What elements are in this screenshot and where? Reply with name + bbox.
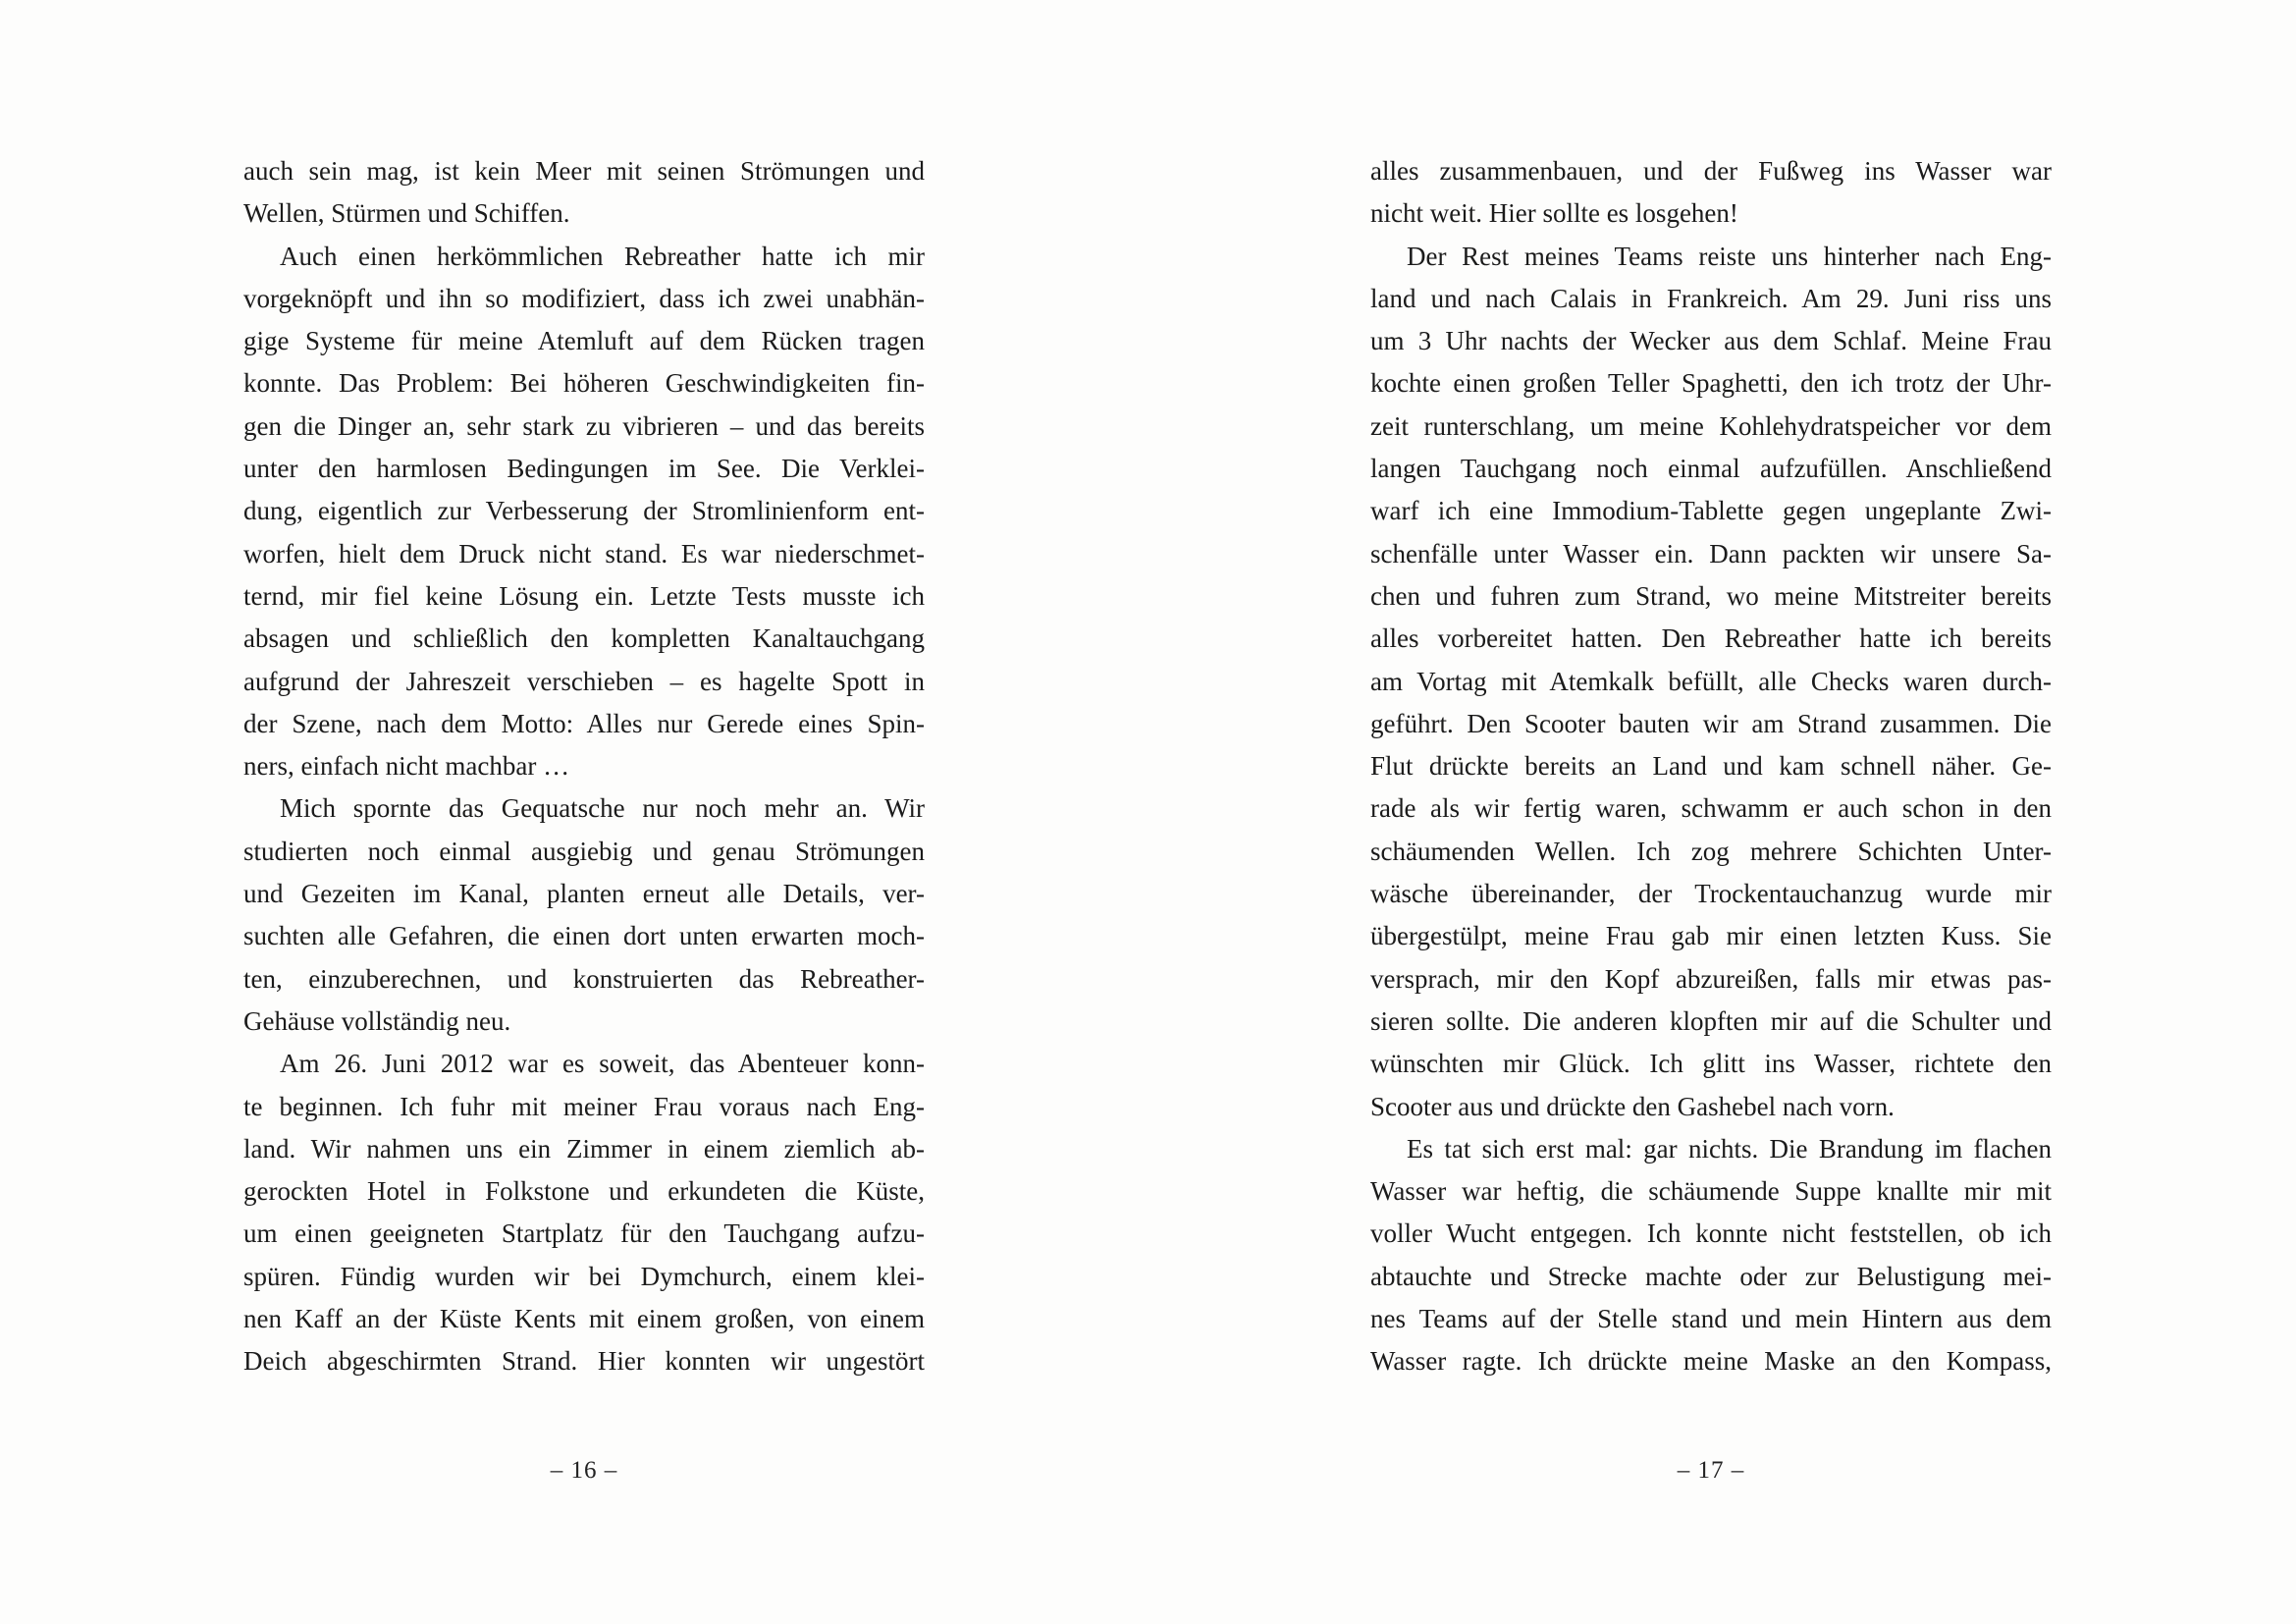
text-line: Der Rest meines Teams reiste uns hinterher nach Eng- xyxy=(1407,241,2052,271)
text-line: voller Wucht entgegen. Ich konnte nicht feststellen, ob ich xyxy=(1370,1218,2052,1249)
text-line: schenfälle unter Wasser ein. Dann packten wir unsere Sa- xyxy=(1370,538,2052,568)
text-line: der Szene, nach dem Motto: Alles nur Gerede eines Spin- xyxy=(243,708,925,738)
text-line: spüren. Fündig wurden wir bei Dymchurch, einem klei- xyxy=(243,1261,925,1291)
text-line: gen die Dinger an, sehr stark zu vibrieren – und das bereits xyxy=(243,410,925,441)
text-line: Wasser war heftig, die schäumende Suppe knallte mir mit xyxy=(1370,1176,2052,1207)
text-line: kochte einen großen Teller Spaghetti, den ich trotz der Uhr- xyxy=(1370,368,2052,399)
text-line: unter den harmlosen Bedingungen im See. Die Verklei- xyxy=(243,454,925,484)
text-line: übergestülpt, meine Frau gab mir einen letzten Kuss. Sie xyxy=(1370,921,2052,951)
text-line: dung, eigentlich zur Verbesserung der Stromlinienform ent- xyxy=(243,496,925,526)
text-line: absagen und schließlich den kompletten Kanaltauchgang xyxy=(243,623,925,654)
text-line: land. Wir nahmen uns ein Zimmer in einem ziemlich ab- xyxy=(243,1133,925,1164)
text-line: nes Teams auf der Stelle stand und mein Hintern aus dem xyxy=(1370,1304,2052,1334)
text-line: warf ich eine Immodium-Tablette gegen ungeplante Zwi- xyxy=(1370,496,2052,526)
text-line: gerockten Hotel in Folkstone und erkundeten die Küste, xyxy=(243,1176,925,1207)
text-line: worfen, hielt dem Druck nicht stand. Es war niederschmet- xyxy=(243,538,925,568)
text-line: Wellen, Stürmen und Schiffen. xyxy=(243,198,570,229)
page-number-left: – 16 – xyxy=(550,1457,618,1484)
text-line: abtauchte und Strecke machte oder zur Belustigung mei- xyxy=(1370,1261,2052,1291)
text-line: auch sein mag, ist kein Meer mit seinen Strömungen und xyxy=(243,156,925,186)
text-line: langen Tauchgang noch einmal aufzufüllen. Anschließend xyxy=(1370,454,2052,484)
text-line: aufgrund der Jahreszeit verschieben – es hagelte Spott in xyxy=(243,666,925,696)
text-line: am Vortag mit Atemkalk befüllt, alle Checks waren durch- xyxy=(1370,666,2052,696)
text-line: um 3 Uhr nachts der Wecker aus dem Schlaf. Meine Frau xyxy=(1370,326,2052,356)
text-line: chen und fuhren zum Strand, wo meine Mitstreiter bereits xyxy=(1370,580,2052,611)
text-line: te beginnen. Ich fuhr mit meiner Frau voraus nach Eng- xyxy=(243,1091,925,1121)
text-line: geführt. Den Scooter bauten wir am Strand zusammen. Die xyxy=(1370,708,2052,738)
text-line: schäumenden Wellen. Ich zog mehrere Schichten Unter- xyxy=(1370,836,2052,866)
text-line: rade als wir fertig waren, schwamm er auch schon in den xyxy=(1370,793,2052,824)
text-line: studierten noch einmal ausgiebig und genau Strömungen xyxy=(243,836,925,866)
text-line: nen Kaff an der Küste Kents mit einem großen, von einem xyxy=(243,1304,925,1334)
text-line: alles zusammenbauen, und der Fußweg ins Wasser war xyxy=(1370,156,2052,186)
page-right xyxy=(1148,0,2296,1624)
page-number-right: – 17 – xyxy=(1677,1457,1745,1484)
text-line: ternd, mir fiel keine Lösung ein. Letzte Tests musste ich xyxy=(243,580,925,611)
text-line: Es tat sich erst mal: gar nichts. Die Brandung im flachen xyxy=(1407,1133,2052,1164)
text-line: sieren sollte. Die anderen klopften mir auf die Schulter und xyxy=(1370,1005,2052,1036)
text-line: Flut drückte bereits an Land und kam schnell näher. Ge- xyxy=(1370,751,2052,782)
text-line: Deich abgeschirmten Strand. Hier konnten wir ungestört xyxy=(243,1346,925,1377)
text-line: vorgeknöpft und ihn so modifiziert, dass ich zwei unabhän- xyxy=(243,283,925,313)
text-line: alles vorbereitet hatten. Den Rebreather hatte ich bereits xyxy=(1370,623,2052,654)
text-line: ten, einzuberechnen, und konstruierten das Rebreather- xyxy=(243,963,925,994)
text-line: suchten alle Gefahren, die einen dort unten erwarten moch- xyxy=(243,921,925,951)
text-line: wäsche übereinander, der Trockentauchanzug wurde mir xyxy=(1370,879,2052,909)
text-line: Auch einen herkömmlichen Rebreather hatte ich mir xyxy=(280,241,925,271)
text-line: versprach, mir den Kopf abzureißen, falls mir etwas pas- xyxy=(1370,963,2052,994)
text-line: nicht weit. Hier sollte es losgehen! xyxy=(1370,198,1738,229)
text-line: Scooter aus und drückte den Gashebel nach vorn. xyxy=(1370,1091,1895,1121)
text-line: Mich spornte das Gequatsche nur noch mehr an. Wir xyxy=(280,793,925,824)
text-line: land und nach Calais in Frankreich. Am 29. Juni riss uns xyxy=(1370,283,2052,313)
text-line: konnte. Das Problem: Bei höheren Geschwindigkeiten fin- xyxy=(243,368,925,399)
page-right-text xyxy=(1370,150,2052,1383)
text-line: gige Systeme für meine Atemluft auf dem Rücken tragen xyxy=(243,326,925,356)
text-line: Wasser ragte. Ich drückte meine Maske an den Kompass, xyxy=(1370,1346,2052,1377)
text-line: und Gezeiten im Kanal, planten erneut alle Details, ver- xyxy=(243,879,925,909)
page-left-text xyxy=(243,150,925,1383)
text-line: Gehäuse vollständig neu. xyxy=(243,1005,511,1036)
text-line: um einen geeigneten Startplatz für den Tauchgang aufzu- xyxy=(243,1218,925,1249)
text-line: Am 26. Juni 2012 war es soweit, das Abenteuer konn- xyxy=(280,1049,925,1079)
text-line: wünschten mir Glück. Ich glitt ins Wasser, richtete den xyxy=(1370,1049,2052,1079)
text-line: zeit runterschlang, um meine Kohlehydratspeicher vor dem xyxy=(1370,410,2052,441)
text-line: ners, einfach nicht machbar … xyxy=(243,751,570,782)
